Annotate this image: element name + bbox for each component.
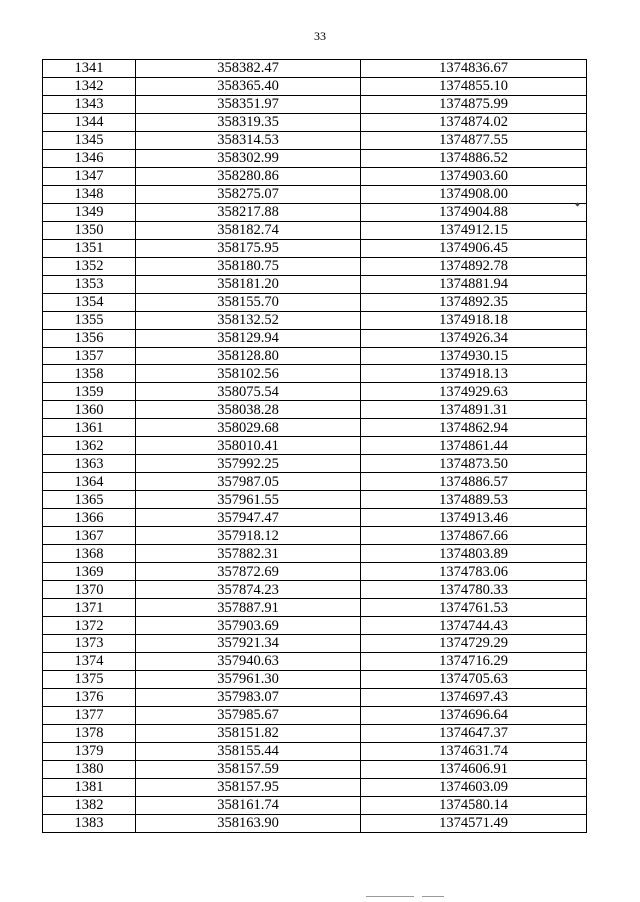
point-number-cell: 1366	[43, 509, 136, 527]
table-row	[43, 814, 587, 832]
point-number-cell: 1346	[43, 149, 136, 167]
y-coordinate-cell: 1374881.94	[361, 275, 587, 293]
table-row	[43, 311, 587, 329]
x-coordinate-cell: 357903.69	[136, 617, 361, 635]
y-coordinate-cell: 1374889.53	[361, 491, 587, 509]
table-row	[43, 706, 587, 724]
table-row	[43, 257, 587, 275]
table-row	[43, 724, 587, 742]
x-coordinate-cell: 357985.67	[136, 706, 361, 724]
table-row	[43, 491, 587, 509]
y-coordinate-cell: 1374729.29	[361, 635, 587, 653]
x-coordinate-cell: 357872.69	[136, 563, 361, 581]
y-coordinate-cell: 1374877.55	[361, 131, 587, 149]
table-row	[43, 509, 587, 527]
y-coordinate-cell: 1374603.09	[361, 778, 587, 796]
x-coordinate-cell: 357874.23	[136, 581, 361, 599]
point-number-cell: 1362	[43, 437, 136, 455]
point-number-cell: 1351	[43, 239, 136, 257]
y-coordinate-cell: 1374918.13	[361, 365, 587, 383]
table-row	[43, 527, 587, 545]
table-row	[43, 419, 587, 437]
table-row	[43, 239, 587, 257]
x-coordinate-cell: 357992.25	[136, 455, 361, 473]
point-number-cell: 1352	[43, 257, 136, 275]
table-row	[43, 617, 587, 635]
table-row	[43, 760, 587, 778]
y-coordinate-cell: 1374874.02	[361, 113, 587, 131]
y-coordinate-cell: 1374697.43	[361, 688, 587, 706]
table-row	[43, 796, 587, 814]
point-number-cell: 1367	[43, 527, 136, 545]
point-number-cell: 1342	[43, 77, 136, 95]
table-row	[43, 670, 587, 688]
table-row	[43, 652, 587, 670]
y-coordinate-cell: 1374836.67	[361, 60, 587, 78]
y-coordinate-cell: 1374803.89	[361, 545, 587, 563]
x-coordinate-cell: 358365.40	[136, 77, 361, 95]
x-coordinate-cell: 357918.12	[136, 527, 361, 545]
point-number-cell: 1379	[43, 742, 136, 760]
x-coordinate-cell: 358157.59	[136, 760, 361, 778]
y-coordinate-cell: 1374904.88	[361, 203, 587, 221]
table-row	[43, 60, 587, 78]
table-row	[43, 365, 587, 383]
table-row	[43, 113, 587, 131]
x-coordinate-cell: 357921.34	[136, 635, 361, 653]
y-coordinate-cell: 1374705.63	[361, 670, 587, 688]
y-coordinate-cell: 1374930.15	[361, 347, 587, 365]
point-number-cell: 1370	[43, 581, 136, 599]
page-number: 33	[314, 29, 326, 43]
point-number-cell: 1360	[43, 401, 136, 419]
x-coordinate-cell: 357987.05	[136, 473, 361, 491]
table-row	[43, 401, 587, 419]
point-number-cell: 1359	[43, 383, 136, 401]
point-number-cell: 1382	[43, 796, 136, 814]
x-coordinate-cell: 358155.70	[136, 293, 361, 311]
x-coordinate-cell: 357887.91	[136, 599, 361, 617]
point-number-cell: 1361	[43, 419, 136, 437]
x-coordinate-cell: 358102.56	[136, 365, 361, 383]
point-number-cell: 1348	[43, 185, 136, 203]
x-coordinate-cell: 358351.97	[136, 95, 361, 113]
coordinates-table	[42, 59, 587, 833]
point-number-cell: 1377	[43, 706, 136, 724]
x-coordinate-cell: 358157.95	[136, 778, 361, 796]
point-number-cell: 1374	[43, 652, 136, 670]
point-number-cell: 1376	[43, 688, 136, 706]
y-coordinate-cell: 1374891.31	[361, 401, 587, 419]
y-coordinate-cell: 1374696.64	[361, 706, 587, 724]
table-row	[43, 131, 587, 149]
point-number-cell: 1345	[43, 131, 136, 149]
table-row	[43, 329, 587, 347]
x-coordinate-cell: 358217.88	[136, 203, 361, 221]
y-coordinate-cell: 1374606.91	[361, 760, 587, 778]
x-coordinate-cell: 358181.20	[136, 275, 361, 293]
x-coordinate-cell: 358182.74	[136, 221, 361, 239]
y-coordinate-cell: 1374761.53	[361, 599, 587, 617]
table-row	[43, 545, 587, 563]
point-number-cell: 1373	[43, 635, 136, 653]
y-coordinate-cell: 1374862.94	[361, 419, 587, 437]
point-number-cell: 1368	[43, 545, 136, 563]
table-row	[43, 473, 587, 491]
point-number-cell: 1381	[43, 778, 136, 796]
table-row	[43, 185, 587, 203]
x-coordinate-cell: 358280.86	[136, 167, 361, 185]
x-coordinate-cell: 357882.31	[136, 545, 361, 563]
y-coordinate-cell: 1374647.37	[361, 724, 587, 742]
point-number-cell: 1375	[43, 670, 136, 688]
scan-artifact-line	[366, 896, 414, 897]
table-row	[43, 455, 587, 473]
x-coordinate-cell: 358175.95	[136, 239, 361, 257]
x-coordinate-cell: 358163.90	[136, 814, 361, 832]
y-coordinate-cell: 1374892.78	[361, 257, 587, 275]
y-coordinate-cell: 1374855.10	[361, 77, 587, 95]
table-row	[43, 293, 587, 311]
point-number-cell: 1356	[43, 329, 136, 347]
x-coordinate-cell: 358075.54	[136, 383, 361, 401]
x-coordinate-cell: 357961.55	[136, 491, 361, 509]
y-coordinate-cell: 1374867.66	[361, 527, 587, 545]
table-row	[43, 437, 587, 455]
y-coordinate-cell: 1374783.06	[361, 563, 587, 581]
table-row	[43, 563, 587, 581]
y-coordinate-cell: 1374906.45	[361, 239, 587, 257]
x-coordinate-cell: 358010.41	[136, 437, 361, 455]
y-coordinate-cell: 1374903.60	[361, 167, 587, 185]
point-number-cell: 1343	[43, 95, 136, 113]
x-coordinate-cell: 358029.68	[136, 419, 361, 437]
point-number-cell: 1363	[43, 455, 136, 473]
y-coordinate-cell: 1374886.52	[361, 149, 587, 167]
table-row	[43, 149, 587, 167]
point-number-cell: 1372	[43, 617, 136, 635]
table-row	[43, 77, 587, 95]
y-coordinate-cell: 1374926.34	[361, 329, 587, 347]
point-number-cell: 1383	[43, 814, 136, 832]
x-coordinate-cell: 358314.53	[136, 131, 361, 149]
x-coordinate-cell: 358038.28	[136, 401, 361, 419]
x-coordinate-cell: 358180.75	[136, 257, 361, 275]
table-row	[43, 599, 587, 617]
y-coordinate-cell: 1374908.00	[361, 185, 587, 203]
point-number-cell: 1354	[43, 293, 136, 311]
table-row	[43, 778, 587, 796]
y-coordinate-cell: 1374929.63	[361, 383, 587, 401]
point-number-cell: 1353	[43, 275, 136, 293]
coordinates-table-body	[43, 60, 587, 833]
x-coordinate-cell: 358382.47	[136, 60, 361, 78]
y-coordinate-cell: 1374744.43	[361, 617, 587, 635]
point-number-cell: 1344	[43, 113, 136, 131]
x-coordinate-cell: 358132.52	[136, 311, 361, 329]
table-row	[43, 167, 587, 185]
point-number-cell: 1350	[43, 221, 136, 239]
table-row	[43, 383, 587, 401]
y-coordinate-cell: 1374886.57	[361, 473, 587, 491]
point-number-cell: 1349	[43, 203, 136, 221]
y-coordinate-cell: 1374875.99	[361, 95, 587, 113]
point-number-cell: 1347	[43, 167, 136, 185]
x-coordinate-cell: 358129.94	[136, 329, 361, 347]
y-coordinate-cell: 1374913.46	[361, 509, 587, 527]
point-number-cell: 1358	[43, 365, 136, 383]
y-coordinate-cell: 1374571.49	[361, 814, 587, 832]
table-row	[43, 581, 587, 599]
x-coordinate-cell: 357983.07	[136, 688, 361, 706]
point-number-cell: 1369	[43, 563, 136, 581]
x-coordinate-cell: 358302.99	[136, 149, 361, 167]
x-coordinate-cell: 357947.47	[136, 509, 361, 527]
x-coordinate-cell: 357961.30	[136, 670, 361, 688]
x-coordinate-cell: 358155.44	[136, 742, 361, 760]
x-coordinate-cell: 358319.35	[136, 113, 361, 131]
point-number-cell: 1365	[43, 491, 136, 509]
point-number-cell: 1380	[43, 760, 136, 778]
x-coordinate-cell: 358128.80	[136, 347, 361, 365]
table-row	[43, 203, 587, 221]
y-coordinate-cell: 1374873.50	[361, 455, 587, 473]
y-coordinate-cell: 1374716.29	[361, 652, 587, 670]
point-number-cell: 1341	[43, 60, 136, 78]
table-row	[43, 635, 587, 653]
x-coordinate-cell: 358275.07	[136, 185, 361, 203]
x-coordinate-cell: 358151.82	[136, 724, 361, 742]
table-row	[43, 347, 587, 365]
point-number-cell: 1357	[43, 347, 136, 365]
table-row	[43, 221, 587, 239]
point-number-cell: 1364	[43, 473, 136, 491]
scan-artifact-line	[422, 896, 444, 897]
y-coordinate-cell: 1374631.74	[361, 742, 587, 760]
y-coordinate-cell: 1374861.44	[361, 437, 587, 455]
point-number-cell: 1378	[43, 724, 136, 742]
y-coordinate-cell: 1374912.15	[361, 221, 587, 239]
y-coordinate-cell: 1374580.14	[361, 796, 587, 814]
table-row	[43, 688, 587, 706]
y-coordinate-cell: 1374780.33	[361, 581, 587, 599]
table-row	[43, 742, 587, 760]
table-row	[43, 95, 587, 113]
y-coordinate-cell: 1374918.18	[361, 311, 587, 329]
x-coordinate-cell: 357940.63	[136, 652, 361, 670]
point-number-cell: 1355	[43, 311, 136, 329]
table-row	[43, 275, 587, 293]
x-coordinate-cell: 358161.74	[136, 796, 361, 814]
point-number-cell: 1371	[43, 599, 136, 617]
y-coordinate-cell: 1374892.35	[361, 293, 587, 311]
